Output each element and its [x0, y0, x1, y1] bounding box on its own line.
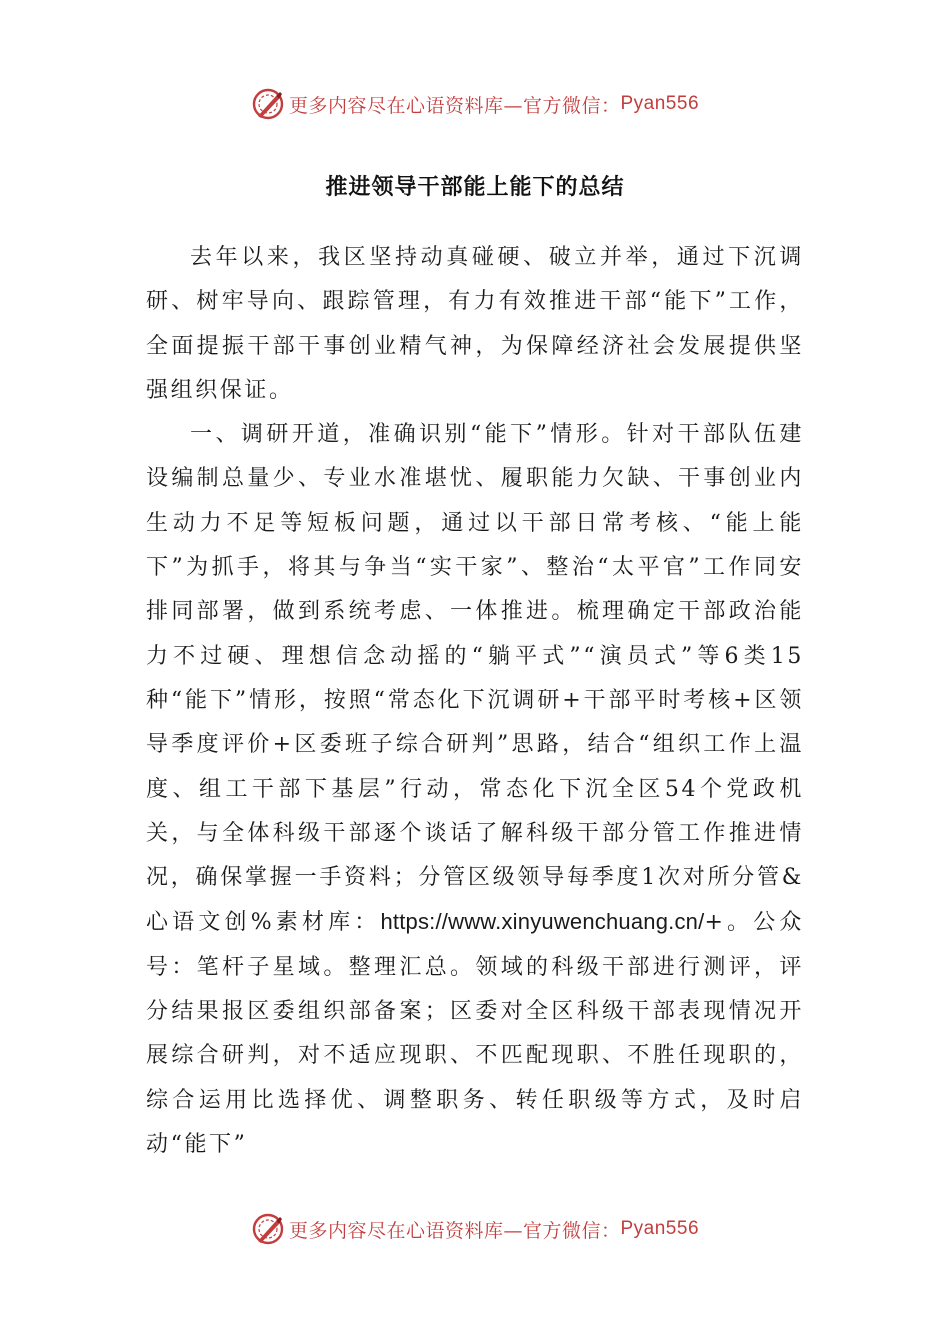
paragraph-text: 一、调研开道，准确识别“能下”情形。针对干部队伍建设编制总量少、专业水准堪忧、履职能力欠缺、干事创业内生动力不足等短板问题，通过以干部日常考核、“能上能下”为抓手，将其与争当“实干家”、整治“太平官”工作同安排同部署，做到系统考虑、一体推进。梳理确定干部政治能力不过硬、理想信念动摇的“躺平式”“演员式”等6类15种“能下”情形，按照“常态化下沉调研+干部平时考核+区领导季度评价+区委班子综合研判”思路，结合“组织工作上温度、组工干部下基层”行动，常态化下沉全区54个党政机关，与全体科级干部逐个谈话了解科级干部分管工作推进情况，确保掌握一手资料；分管区级领导每季度1次对所分管&心语文创%素材库：	[146, 422, 804, 936]
watermark-wechat-id: Pyan556	[620, 1218, 700, 1239]
paragraph-intro	[146, 236, 804, 413]
paragraph-text-continued: +。公众号：笔杆子星域。整理汇总。领域的科级干部进行测评，评分结果报区委组织部备案；区委对全区科级干部表现情况开展综合研判，对不适应现职、不匹配现职、不胜任现职的，综合运用比选择优、调整职务、转任职级等方式，及时启动“能下”	[146, 910, 804, 1157]
paragraph-section-1	[146, 413, 804, 1167]
pen-logo-icon	[251, 1212, 285, 1246]
document-title: 推进领导干部能上能下的总结	[325, 175, 625, 200]
watermark-header	[0, 84, 950, 124]
watermark-text: 更多内容尽在心语资料库—官方微信：	[288, 94, 621, 117]
watermark-wechat-id: Pyan556	[620, 93, 700, 114]
pen-logo-icon	[251, 87, 285, 121]
watermark-text: 更多内容尽在心语资料库—官方微信：	[288, 1219, 621, 1242]
paragraph-text: 去年以来，我区坚持动真碰硬、破立并举，通过下沉调研、树牢导向、跟踪管理，有力有效推进干部“能下”工作，全面提振干部干事创业精气神，为保障经济社会发展提供坚强组织保证。	[146, 245, 804, 403]
source-url-text: https://www.xinyuwenchuang.cn/	[380, 909, 705, 935]
document-body	[146, 236, 804, 1167]
watermark-footer	[0, 1209, 950, 1249]
